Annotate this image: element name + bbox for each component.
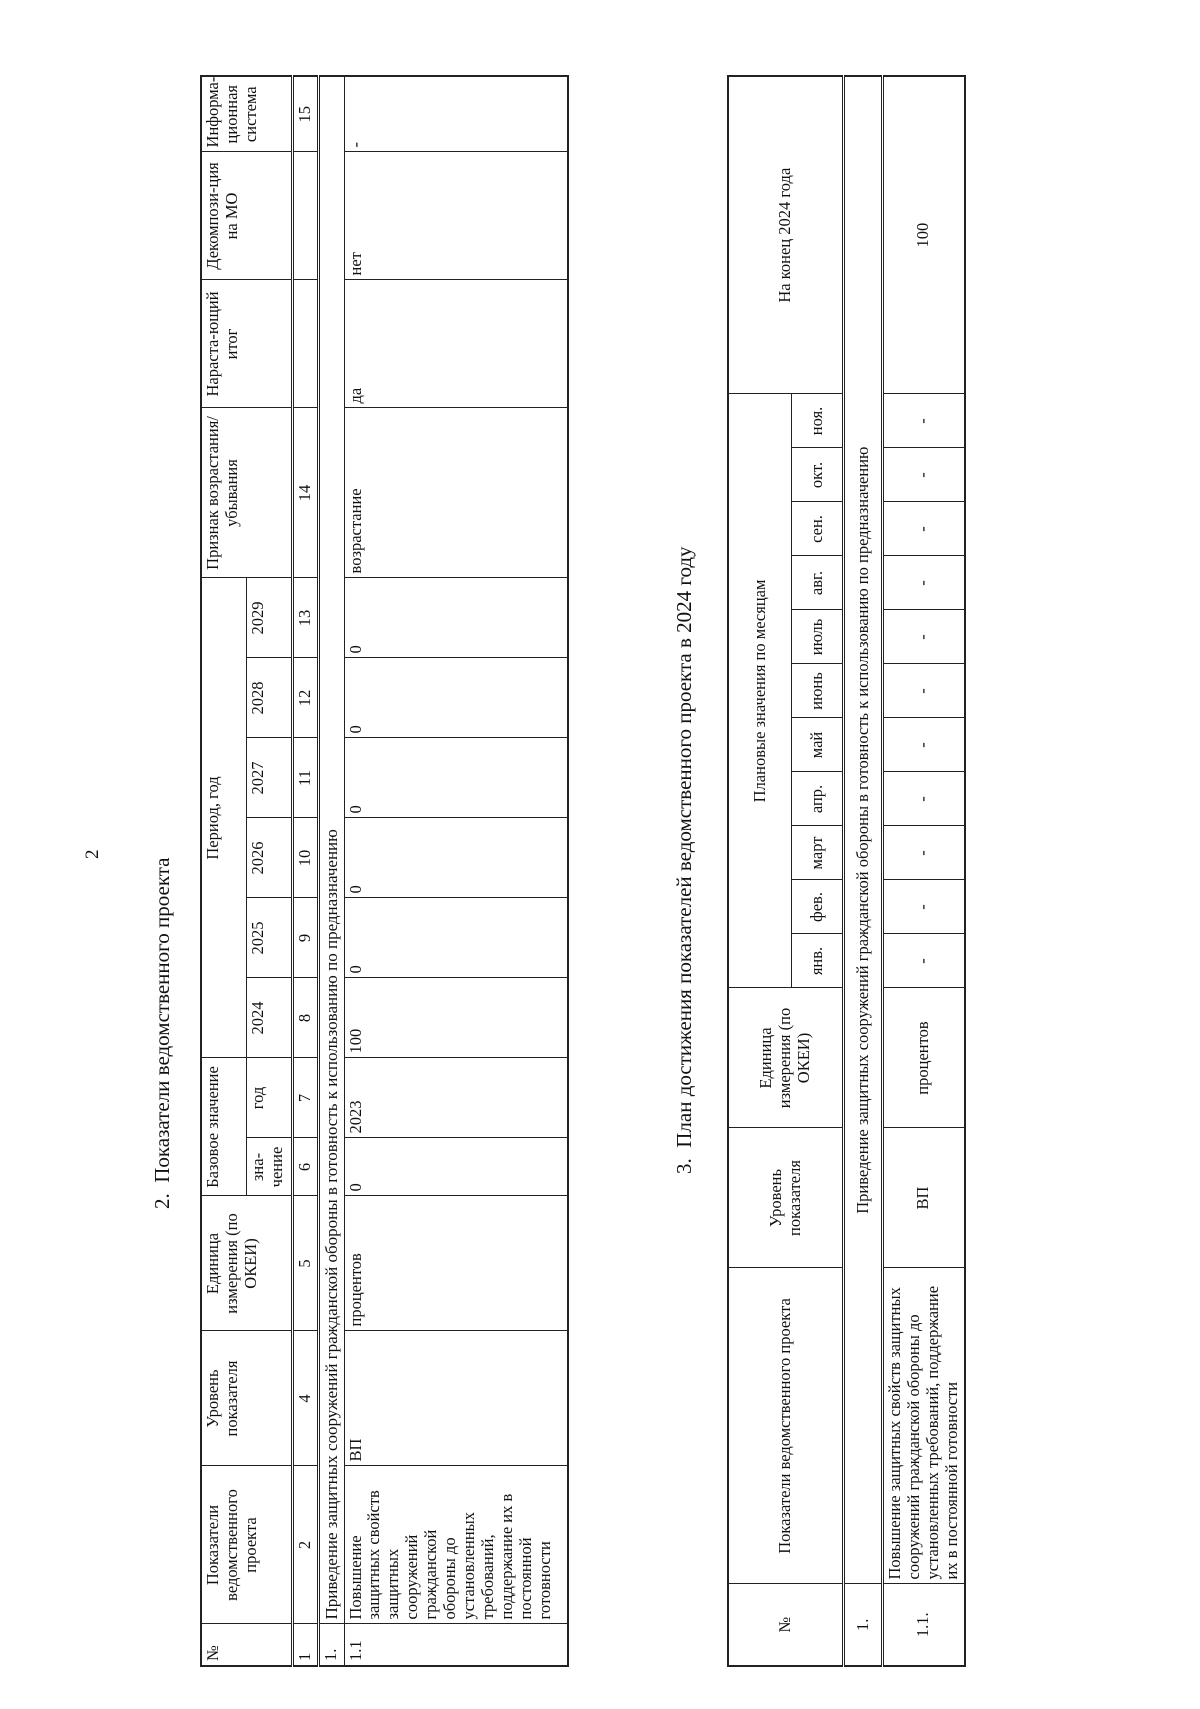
row-month-value: - [883,772,965,826]
row-cumulative: да [344,280,568,408]
month-header: июль [792,610,844,664]
year-header: 2029 [247,578,293,658]
month-header: авг. [792,556,844,610]
section-number: 1. [844,1584,883,1666]
row-info-system: - [344,76,568,152]
row-month-value: - [883,502,965,556]
row-year-value: 0 [344,658,568,738]
year-header: 2024 [247,978,293,1058]
header-row [201,76,247,1666]
row-month-value: - [883,934,965,988]
row-year-value: 0 [344,818,568,898]
column-number [293,280,319,408]
row-base-value: 0 [344,1138,568,1196]
indicators-table [200,75,569,1667]
row-sign: возрастание [344,408,568,578]
row-level: ВП [883,1128,965,1268]
row-level: ВП [344,1331,568,1466]
col-monthly-header: Плановые значения по месяцам [728,394,792,988]
row-year-value: 100 [344,978,568,1058]
row-indicator-name: Повышение защитных свойств защитных сооружений гражданской обороны до установленных требований, поддержание их в постоянной готовности [883,1268,965,1584]
column-number: 6 [293,1138,319,1196]
col-base-year-header: год [247,1058,293,1138]
col-sign-header: Признак возрастания/ убывания [201,408,293,578]
col-decomposition-header: Декомпози-ция на МО [201,152,293,280]
column-number: 11 [293,738,319,818]
column-number: 5 [293,1196,319,1331]
column-number: 12 [293,658,319,738]
column-number: 7 [293,1058,319,1138]
row-end-value: 100 [883,76,965,394]
row-month-value: - [883,826,965,880]
month-header: май [792,718,844,772]
col-unit-header: Единица измерения (по ОКЕИ) [728,988,844,1128]
col-base-value-header: зна-чение [247,1138,293,1196]
year-header: 2026 [247,818,293,898]
month-header: ноя. [792,394,844,448]
row-base-year: 2023 [344,1058,568,1138]
row-number: 1.1. [883,1584,965,1666]
row-year-value: 0 [344,898,568,978]
section-number: 1. [318,1624,344,1666]
col-unit-header: Единица измерения (по ОКЕИ) [201,1196,293,1331]
col-level-header: Уровень показателя [201,1331,293,1466]
row-year-value: 0 [344,738,568,818]
row-decomposition: нет [344,152,568,280]
section-row [318,76,344,1666]
section-row [844,76,883,1666]
column-number: 14 [293,408,319,578]
col-end-of-year-header: На конец 2024 года [728,76,844,394]
row-month-value: - [883,556,965,610]
col-num-header: № [728,1584,844,1666]
month-header: окт. [792,448,844,502]
col-period-header: Период, год [201,578,247,1058]
column-number: 13 [293,578,319,658]
month-header: фев. [792,880,844,934]
year-header: 2028 [247,658,293,738]
month-header: март [792,826,844,880]
column-number: 4 [293,1331,319,1466]
row-unit: процентов [344,1196,568,1331]
column-number: 1 [293,1624,319,1666]
row-month-value: - [883,394,965,448]
monthly-plan-table [727,75,966,1667]
month-header: июнь [792,664,844,718]
col-info-system-header: Информа-ционная система [201,76,293,152]
col-level-header: Уровень показателя [728,1128,844,1268]
table-row [344,76,568,1666]
section-3-heading: 3. План достижения показателей ведомственного проекта в 2024 году [672,546,696,1174]
month-header: апр. [792,772,844,826]
year-header: 2027 [247,738,293,818]
row-month-value: - [883,718,965,772]
row-unit: процентов [883,988,965,1128]
row-month-value: - [883,448,965,502]
col-cumulative-header: Нараста-ющий итог [201,280,293,408]
column-number: 2 [293,1466,319,1624]
section-title: Приведение защитных сооружений гражданской обороны в готовность к использованию по предназначению [318,76,344,1624]
row-month-value: - [883,880,965,934]
row-month-value: - [883,610,965,664]
row-indicator-name: Повышение защитных свойств защитных сооружений гражданской обороны до установленных требований, поддержание их в постоянной готовности [344,1466,568,1624]
column-number: 8 [293,978,319,1058]
section-title: Приведение защитных сооружений гражданской обороны в готовность к использованию по предназначению [844,76,883,1584]
col-base-header: Базовое значение [201,1058,247,1196]
section-2-heading: 2. Показатели ведомственного проекта [150,857,174,1209]
column-number: 9 [293,898,319,978]
col-num-header: № [201,1624,293,1666]
col-indicator-header: Показатели ведомственного проекта [201,1466,293,1624]
month-header: янв. [792,934,844,988]
row-number: 1.1 [344,1624,568,1666]
column-numbers-row [293,76,319,1666]
column-number [293,152,319,280]
header-row [728,76,792,1666]
column-number: 15 [293,76,319,152]
row-year-value: 0 [344,578,568,658]
column-number: 10 [293,818,319,898]
page-number: 2 [82,849,103,859]
row-month-value: - [883,664,965,718]
col-indicator-header: Показатели ведомственного проекта [728,1268,844,1584]
month-header: сен. [792,502,844,556]
year-header: 2025 [247,898,293,978]
table-row [883,76,965,1666]
